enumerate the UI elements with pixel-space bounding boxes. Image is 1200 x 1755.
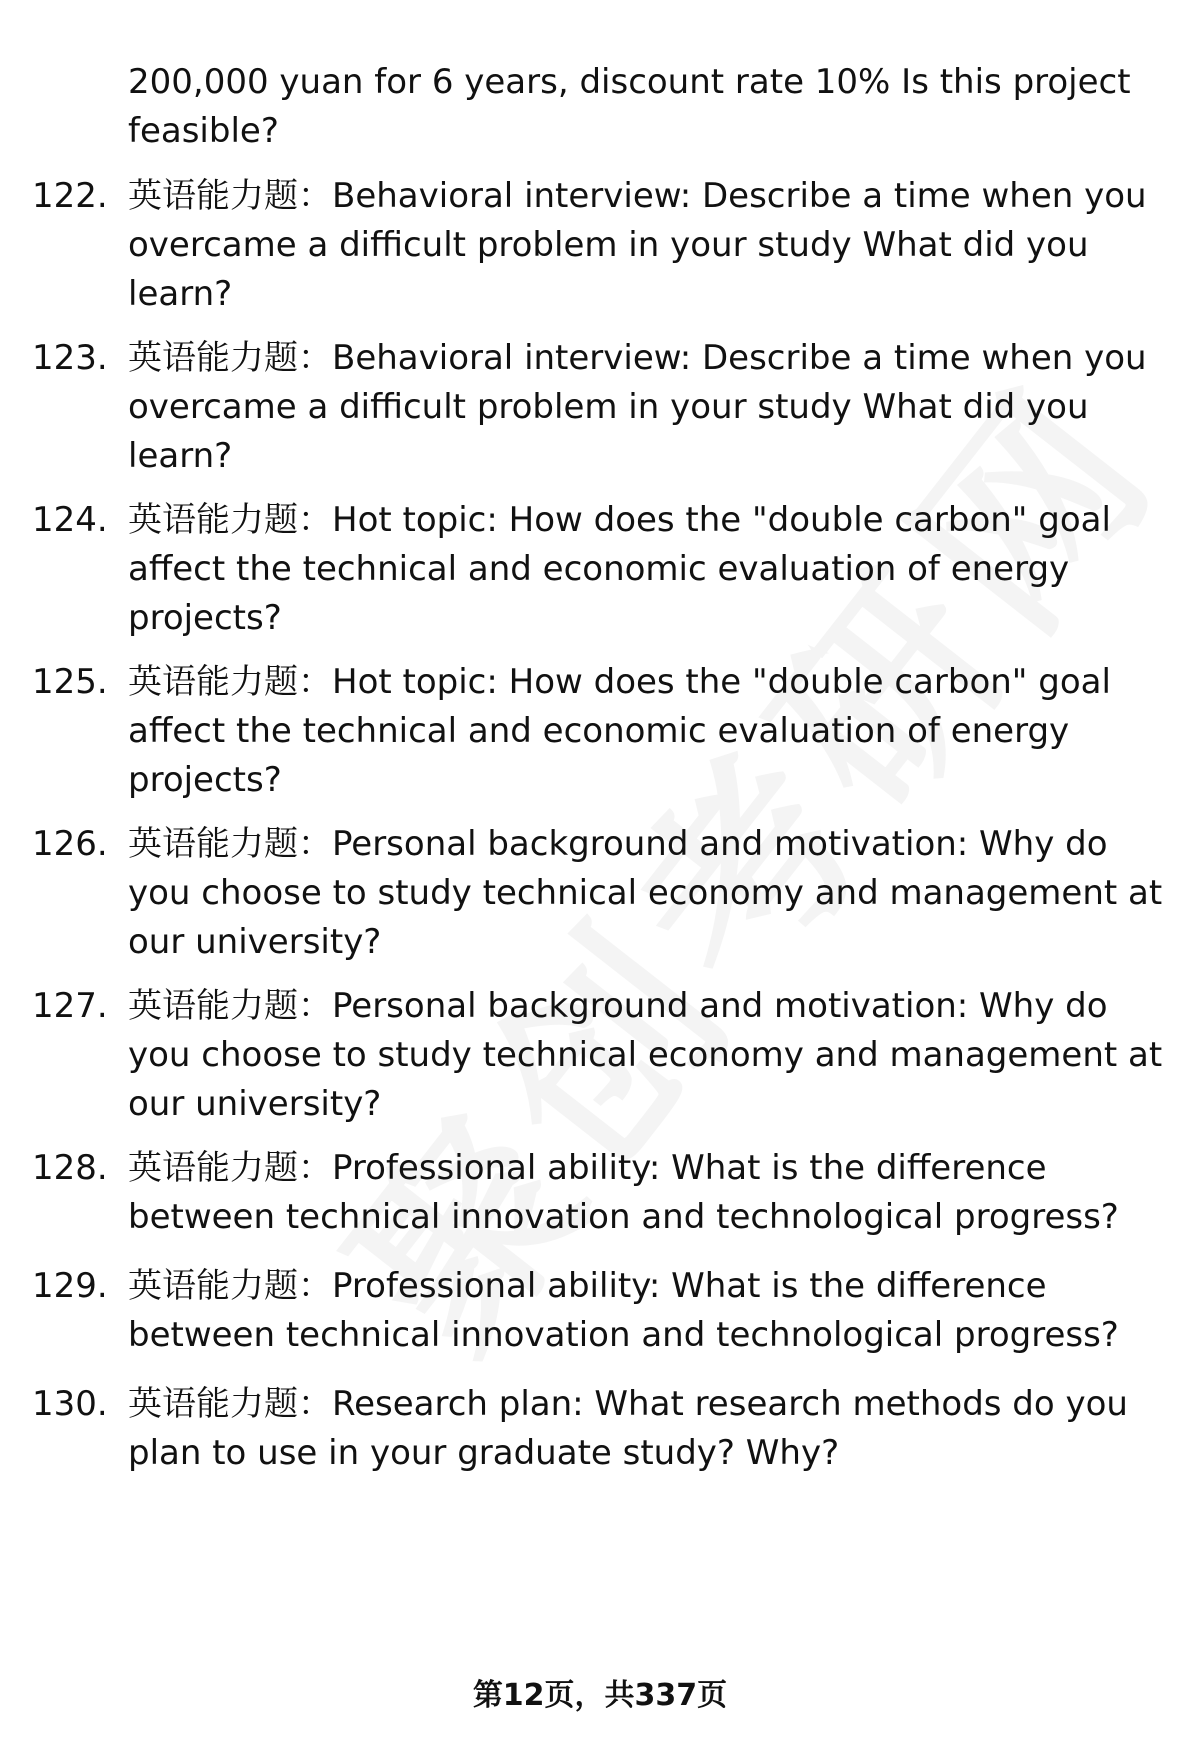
question-number: 122. [32, 176, 108, 216]
question-text: 英语能力题：Behavioral interview: Describe a time when you overcame a difficult problem in your study What did you learn? [128, 338, 1147, 476]
question-number: 129. [32, 1266, 108, 1306]
question-number: 126. [32, 824, 108, 864]
question-number: 130. [32, 1384, 108, 1424]
question-number: 124. [32, 500, 108, 540]
question-text: 英语能力题：Research plan: What research methods do you plan to use in your graduate study? Why? [128, 1384, 1128, 1473]
question-number: 125. [32, 662, 108, 702]
question-text: 英语能力题：Professional ability: What is the difference between technical innovation and technological progress? [128, 1266, 1119, 1355]
question-text: 英语能力题：Behavioral interview: Describe a time when you overcame a difficult problem in your study What did you learn? [128, 176, 1147, 314]
question-text: 英语能力题：Personal background and motivation: Why do you choose to study technical economy and management at our university? [128, 824, 1163, 962]
question-number: 123. [32, 338, 108, 378]
question-text: 英语能力题：Personal background and motivation: Why do you choose to study technical economy and management at our university? [128, 986, 1163, 1124]
continuation-text: 200,000 yuan for 6 years, discount rate 10% Is this project feasible? [128, 62, 1131, 151]
page-footer: 第12页，共337页 [472, 1678, 728, 1713]
question-text: 英语能力题：Hot topic: How does the "double carbon" goal affect the technical and economic evaluation of energy projects? [128, 662, 1111, 800]
question-text: 英语能力题：Professional ability: What is the difference between technical innovation and technological progress? [128, 1148, 1119, 1237]
question-number: 128. [32, 1148, 108, 1188]
question-text: 英语能力题：Hot topic: How does the "double carbon" goal affect the technical and economic evaluation of energy projects? [128, 500, 1111, 638]
question-number: 127. [32, 986, 108, 1026]
